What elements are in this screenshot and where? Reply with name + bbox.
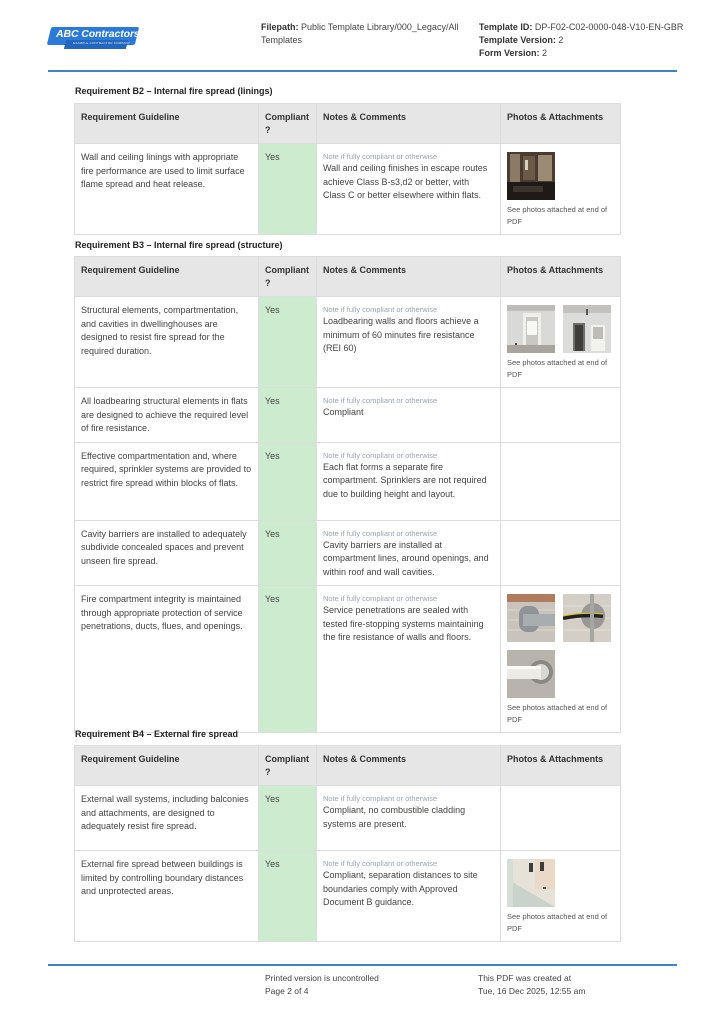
notes-hint: Note if fully compliant or otherwise xyxy=(323,594,438,603)
col-header-guideline: Requirement Guideline xyxy=(75,257,259,297)
notes-text: Each flat forms a separate fire compartment. Sprinklers are not required due to building height and layout. xyxy=(323,461,487,499)
building-exterior-photo[interactable] xyxy=(507,859,555,907)
photo-note: See photos attached at end of PDF xyxy=(507,703,608,724)
table-row xyxy=(75,297,621,388)
notes-hint: Note if fully compliant or otherwise xyxy=(323,450,438,460)
notes-hint: Note if fully compliant or otherwise xyxy=(323,528,438,538)
page-number: Page 2 of 4 xyxy=(265,985,309,996)
col-header-guideline: Requirement Guideline xyxy=(75,104,259,144)
photos-cell xyxy=(501,144,621,235)
notes-hint: Note if fully compliant or otherwise xyxy=(323,859,438,868)
template-version-label: Template Version: xyxy=(479,35,556,45)
table-header-row xyxy=(75,746,621,786)
col-header-photos: Photos & Attachments xyxy=(501,746,621,786)
logo-tagline: EXAMPLE CONTRACTOR COMPANY xyxy=(73,41,131,45)
notes-cell[interactable] xyxy=(317,442,501,520)
notes-hint: Note if fully compliant or otherwise xyxy=(323,152,438,161)
photo-note: See photos attached at end of PDF xyxy=(507,358,608,379)
table-row xyxy=(75,520,621,586)
guideline-cell: Cavity barriers are installed to adequately subdivide concealed spaces and prevent unseen fire spread. xyxy=(75,520,259,586)
compliant-cell[interactable]: Yes xyxy=(259,586,317,733)
compliant-cell[interactable]: Yes xyxy=(259,144,317,235)
table-row xyxy=(75,144,621,235)
col-header-notes: Notes & Comments xyxy=(317,257,501,297)
duct-penetration-photo[interactable] xyxy=(507,594,555,642)
section-title-b2: Requirement B2 – Internal fire spread (linings) xyxy=(75,86,273,96)
template-id-label: Template ID: xyxy=(479,22,533,32)
guideline-cell: Fire compartment integrity is maintained through appropriate protection of service penetrations, ducts, flues, and openings. xyxy=(75,586,259,733)
notes-text: Loadbearing walls and floors achieve a minimum of 60 minutes fire resistance (REI 60) xyxy=(323,316,479,353)
col-header-compliant: Compliant ? xyxy=(259,257,317,297)
requirements-table-b4 xyxy=(74,745,621,942)
footer-left xyxy=(265,972,379,997)
notes-text: Compliant, separation distances to site boundaries comply with Approved Document B guidance. xyxy=(323,870,478,907)
guideline-cell: Wall and ceiling linings with appropriate fire performance are used to limit surface flame spread and heat release. xyxy=(75,144,259,235)
compliant-cell[interactable]: Yes xyxy=(259,851,317,942)
logo-name: ABC Contractors xyxy=(56,28,140,40)
filepath-value: Public Template Library/000_Legacy/All Templates xyxy=(261,22,459,45)
section-title-b3: Requirement B3 – Internal fire spread (structure) xyxy=(75,240,283,250)
uncontrolled-notice: Printed version is uncontrolled xyxy=(265,973,379,983)
template-info xyxy=(479,21,709,60)
requirements-table-b3 xyxy=(74,256,621,733)
table-row xyxy=(75,786,621,851)
notes-cell[interactable] xyxy=(317,388,501,443)
table-row xyxy=(75,851,621,942)
notes-cell[interactable] xyxy=(317,144,501,235)
photos-cell xyxy=(501,442,621,520)
header-divider xyxy=(48,70,677,72)
table-row xyxy=(75,388,621,443)
footer-right xyxy=(478,972,585,997)
page-header xyxy=(0,0,725,74)
photos-cell xyxy=(501,388,621,443)
created-timestamp: Tue, 16 Dec 2025, 12:55 am xyxy=(478,985,586,996)
requirements-table-b2 xyxy=(74,103,621,235)
col-header-notes: Notes & Comments xyxy=(317,104,501,144)
notes-text: Cavity barriers are installed at compartment lines, around openings, and within roof and wall cavities. xyxy=(323,539,489,577)
section-title-b4: Requirement B4 – External fire spread xyxy=(75,729,239,739)
form-version-label: Form Version: xyxy=(479,48,540,58)
pipe-penetration-photo[interactable] xyxy=(507,650,555,698)
photos-cell xyxy=(501,786,621,851)
corridor-photo[interactable] xyxy=(507,305,555,353)
col-header-compliant: Compliant ? xyxy=(259,746,317,786)
footer-divider xyxy=(48,964,677,966)
table-header-row xyxy=(75,257,621,297)
guideline-cell: Structural elements, compartmentation, and cavities in dwellinghouses are designed to resist fire spread for the required duration. xyxy=(75,297,259,388)
notes-hint: Note if fully compliant or otherwise xyxy=(323,794,438,803)
notes-text: Service penetrations are sealed with tested fire-stopping systems maintaining the fire resistance of walls and floors. xyxy=(323,605,484,642)
notes-cell[interactable] xyxy=(317,520,501,586)
compliant-cell[interactable]: Yes xyxy=(259,520,317,586)
notes-text: Compliant, no combustible cladding systems are present. xyxy=(323,805,466,829)
guideline-cell: External fire spread between buildings is limited by controlling boundary distances and unprotected areas. xyxy=(75,851,259,942)
photos-cell xyxy=(501,297,621,388)
col-header-photos: Photos & Attachments xyxy=(501,257,621,297)
photos-cell xyxy=(501,520,621,586)
compliant-cell[interactable]: Yes xyxy=(259,442,317,520)
compliant-cell[interactable]: Yes xyxy=(259,297,317,388)
table-row xyxy=(75,586,621,733)
notes-cell[interactable] xyxy=(317,586,501,733)
col-header-notes: Notes & Comments xyxy=(317,746,501,786)
photos-cell xyxy=(501,851,621,942)
notes-text: Compliant xyxy=(323,407,364,417)
cable-penetration-photo[interactable] xyxy=(563,594,611,642)
notes-hint: Note if fully compliant or otherwise xyxy=(323,305,438,314)
compliant-cell[interactable]: Yes xyxy=(259,786,317,851)
notes-hint: Note if fully compliant or otherwise xyxy=(323,396,438,405)
col-header-compliant: Compliant ? xyxy=(259,104,317,144)
doorway-photo[interactable] xyxy=(563,305,611,353)
guideline-cell: Effective compartmentation and, where required, sprinkler systems are provided to restrict fire spread within blocks of flats. xyxy=(75,442,259,520)
photos-cell xyxy=(501,586,621,733)
notes-cell[interactable] xyxy=(317,297,501,388)
notes-cell[interactable] xyxy=(317,786,501,851)
photo-note: See photos attached at end of PDF xyxy=(507,912,608,933)
template-id-value: DP-F02-C02-0000-048-V10-EN-GBR xyxy=(534,22,684,32)
table-header-row xyxy=(75,104,621,144)
form-version-value: 2 xyxy=(542,48,548,58)
table-row xyxy=(75,442,621,520)
guideline-cell: External wall systems, including balconies and attachments, are designed to adequately resist fire spread. xyxy=(75,786,259,851)
photo-note: See photos attached at end of PDF xyxy=(507,205,608,226)
created-label: This PDF was created at xyxy=(478,973,572,983)
template-version-value: 2 xyxy=(558,35,564,45)
notes-text: Wall and ceiling finishes in escape routes achieve Class B-s3,d2 or better, with Class C or better elsewhere within flats. xyxy=(323,163,488,200)
company-logo xyxy=(49,27,139,49)
filepath-label: Filepath: xyxy=(261,22,299,32)
col-header-guideline: Requirement Guideline xyxy=(75,746,259,786)
col-header-photos: Photos & Attachments xyxy=(501,104,621,144)
notes-cell[interactable] xyxy=(317,851,501,942)
filepath-info xyxy=(261,21,461,47)
interior-room-photo[interactable] xyxy=(507,152,555,200)
guideline-cell: All loadbearing structural elements in flats are designed to achieve the required level of fire resistance. xyxy=(75,388,259,443)
compliant-cell[interactable]: Yes xyxy=(259,388,317,443)
